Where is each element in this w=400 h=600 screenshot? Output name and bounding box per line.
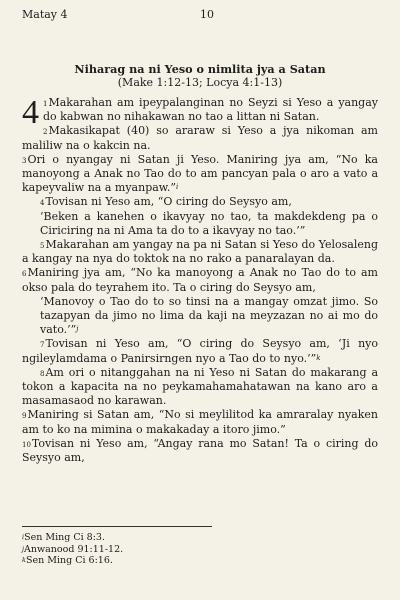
verse-text: Tovisan ni Yeso am, “Angay rana mo Satan! Ta o ciring do Seysyo am, [22,436,378,465]
verse-number: 3 [22,156,27,165]
footnote-text: Sen Ming Ci 6:16. [25,555,113,566]
verse-number: 10 [22,440,31,449]
footnote [22,555,322,567]
footnote-marker: k [316,353,321,362]
verse-6 [22,266,378,294]
verse-4-quote [22,210,378,238]
verse-number: 5 [40,242,45,251]
footnote-mark: k [22,556,26,564]
verse-7 [22,337,378,365]
verse-8 [22,366,378,409]
verse-number: 1 [43,100,48,108]
verse-6-quote [22,295,378,338]
quote-text: ‘Manovoy o Tao do to so tinsi na a mangay omzat jimo. So tazapyan da jimo no lima da kaji na meyzazan no ai mo do vato.’” [40,294,378,337]
verse-number: 9 [22,412,27,421]
verse-3 [22,153,378,196]
verse-number: 2 [43,128,48,137]
verse-number: 7 [40,341,45,350]
verse-number: 4 [40,199,45,208]
footnote [22,532,322,544]
scripture-text [22,96,378,465]
section-title: Niharag na ni Yeso o nimlita jya a Satan [74,62,326,76]
footnotes [22,532,322,567]
page-number: 10 [200,8,214,21]
footnote-mark: j [22,544,25,553]
footnote-marker: j [76,325,79,334]
footnote-divider [22,526,212,527]
verse-text: Tovisan ni Yeso am, “O ciring do Seysyo am, ‘Ji nyo ngileylamdama o Panirsirngen nyo a Tao do to nyo.’” [22,337,378,365]
book-reference: Matay 4 [22,8,68,21]
footnote-mark: i [22,533,25,541]
verse-2 [22,124,378,152]
verse-text: Ori o nyangay ni Satan ji Yeso. Maniring jya am, “No ka manoyong a Anak no Tao do to am pancyan pala o aro a vato a kapeyvaliw na a myanpaw.” [22,152,378,195]
footnote-marker: i [176,183,179,192]
verse-10 [22,437,378,465]
verse-number: 8 [40,369,45,378]
verse-text: Maniring jya am, “No ka manoyong a Anak no Tao do to am okso pala do teyrahem ito. Ta o ciring do Seysyo am, [22,266,378,294]
verse-text: Tovisan ni Yeso am, “O ciring do Seysyo am, [45,195,292,209]
verse-text: Maniring si Satan am, “No si meylilitod ka amraralay nyaken am to ko na mimina o makakaday a itoro jimo.” [22,408,378,436]
verse-number: 6 [22,270,27,279]
verse-text: Makarahan am ipeypalanginan no Seyzi si Yeso a yangay do kabwan no nihakawan no tao a littan ni Satan. [43,96,378,124]
verse-text: Makasikapat (40) so araraw si Yeso a jya nikoman am maliliw na o kakcin na. [22,124,378,152]
quote-text: ‘Beken a kanehen o ikavyay no tao, ta makdekdeng pa o Ciriciring na ni Ama ta do to a ikavyay no tao.’” [40,209,378,237]
verse-5 [22,238,378,266]
verse-9 [22,408,378,436]
chapter-number: 4 [22,94,39,131]
section-parallel-refs: (Make 1:12-13; Locya 4:1-13) [117,76,283,89]
footnote-text: Sen Ming Ci 8:3. [24,532,105,543]
verse-text: Am ori o nitanggahan na ni Yeso ni Satan do makarang a tokon a kapacita na no peykamahamahatawan na kano aro a masamasaod no karawan. [22,365,378,408]
verse-4 [22,195,378,209]
running-header [22,8,378,22]
verse-1 [22,94,378,131]
footnote [22,544,322,556]
verse-text: Makarahan am yangay na pa ni Satan si Yeso do Yelosaleng a kangay na nya do toktok na no rako a panaralayan da. [22,238,378,266]
footnote-text: Anwanood 91:11-12. [24,543,124,555]
